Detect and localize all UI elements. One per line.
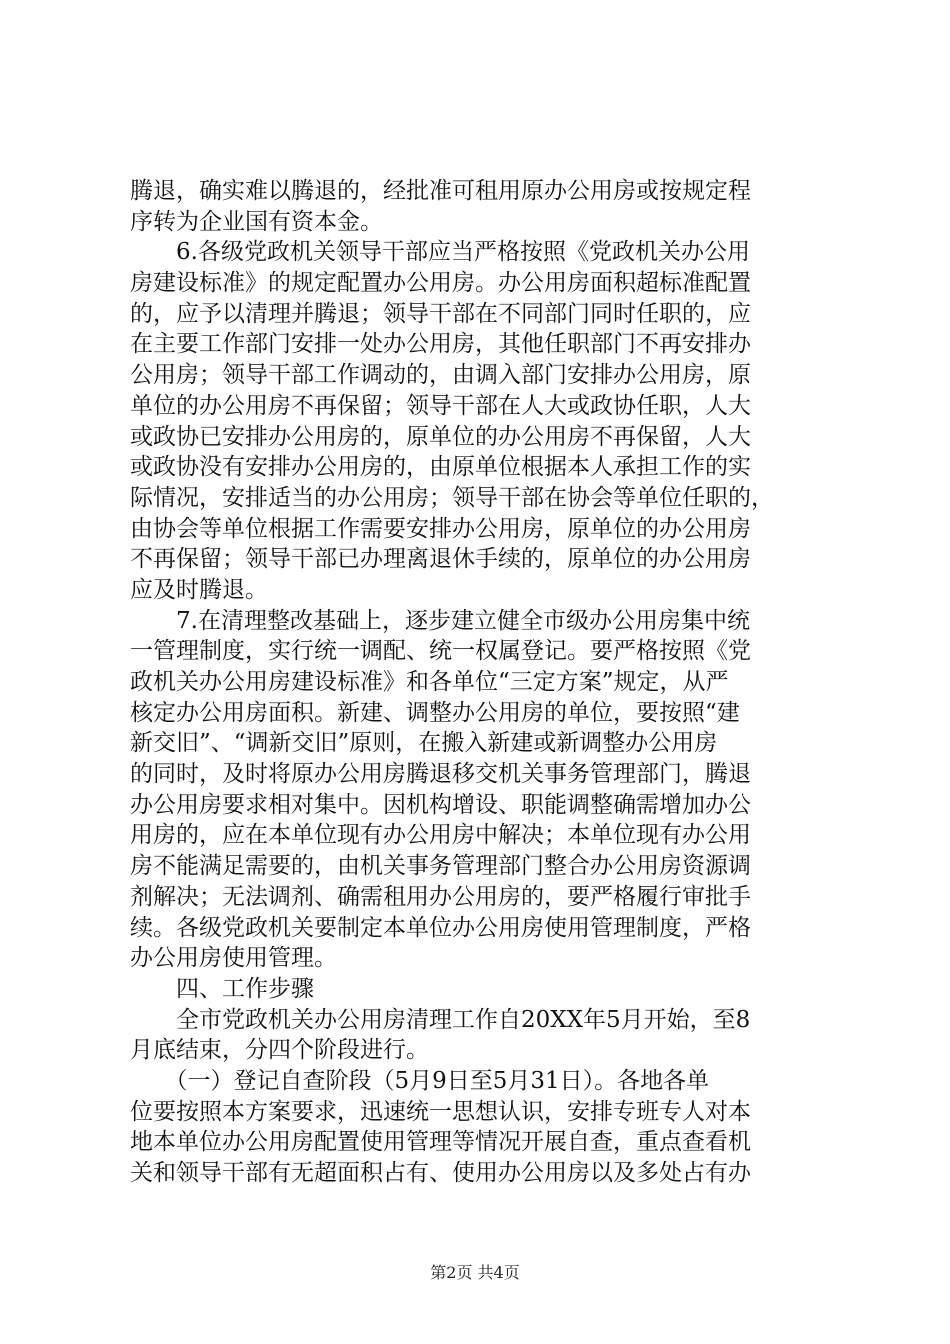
text-line: 际情况，安排适当的办公用房；领导干部在协会等单位任职的，	[130, 484, 774, 511]
text-line: 单位的办公用房不再保留；领导干部在人大或政协任职，人大	[130, 392, 751, 419]
text-line: 应及时腾退。	[130, 576, 268, 603]
document-body	[130, 176, 830, 1189]
text-line: 续。各级党政机关要制定本单位办公用房使用管理制度，严格	[130, 914, 751, 941]
text-line: 的同时，及时将原办公用房腾退移交机关事务管理部门，腾退	[130, 761, 751, 788]
text-line: 公用房；领导干部工作调动的，由调入部门安排办公用房，原	[130, 362, 751, 389]
text-line: 由协会等单位根据工作需要安排办公用房，原单位的办公用房	[130, 515, 751, 542]
text-line: 剂解决；无法调剂、确需租用办公用房的，要严格履行审批手	[130, 883, 751, 910]
text-line: 在主要工作部门安排一处办公用房，其他任职部门不再安排办	[130, 331, 751, 358]
text-line: 房建设标准》的规定配置办公用房。办公用房面积超标准配置	[130, 270, 751, 297]
text-line: 不再保留；领导干部已办理离退休手续的，原单位的办公用房	[130, 546, 751, 573]
section-heading: 四、工作步骤	[130, 975, 314, 1002]
text-line: 7.在清理整改基础上，逐步建立健全市级办公用房集中统	[130, 607, 750, 634]
text-line: 月底结束，分四个阶段进行。	[130, 1037, 429, 1064]
text-line: 或政协没有安排办公用房的，由原单位根据本人承担工作的实	[130, 454, 751, 481]
page-footer	[0, 1260, 950, 1283]
text-line: 用房的，应在本单位现有办公用房中解决；本单位现有办公用	[130, 822, 751, 849]
text-line: 办公用房使用管理。	[130, 945, 337, 972]
text-line: 政机关办公用房建设标准》和各单位“三定方案”规定，从严	[130, 669, 729, 695]
text-line: 关和领导干部有无超面积占有、使用办公用房以及多处占有办	[130, 1160, 751, 1186]
text-line: 全市党政机关办公用房清理工作自20XX年5月开始，至8	[130, 1006, 751, 1033]
text-line: 新交旧”、“调新交旧”原则，在搬入新建或新调整办公用房	[130, 730, 718, 757]
text-line: 位要按照本方案要求，迅速统一思想认识，安排专班专人对本	[130, 1098, 751, 1125]
text-line: 腾退，确实难以腾退的，经批准可租用原办公用房或按规定程	[130, 178, 751, 204]
text-line: 房不能满足需要的，由机关事务管理部门整合办公用房资源调	[130, 853, 751, 880]
text-line: 6.各级党政机关领导干部应当严格按照《党政机关办公用	[130, 239, 750, 266]
text-line: 一管理制度，实行统一调配、统一权属登记。要严格按照《党	[130, 638, 751, 665]
text-line: 地本单位办公用房配置使用管理等情况开展自查，重点查看机	[130, 1129, 751, 1156]
text-line: 的，应予以清理并腾退；领导干部在不同部门同时任职的，应	[130, 300, 751, 327]
text-line: 或政协已安排办公用房的，原单位的办公用房不再保留，人大	[130, 423, 751, 450]
text-line: （一）登记自查阶段（5月9日至5月31日）。各地各单	[130, 1067, 710, 1094]
page-number: 第2页 共4页	[430, 1263, 520, 1282]
text-line: 序转为企业国有资本金。	[130, 208, 383, 235]
text-line: 核定办公用房面积。新建、调整办公用房的单位，要按照“建	[130, 699, 740, 726]
text-line: 办公用房要求相对集中。因机构增设、职能调整确需增加办公	[130, 791, 751, 818]
